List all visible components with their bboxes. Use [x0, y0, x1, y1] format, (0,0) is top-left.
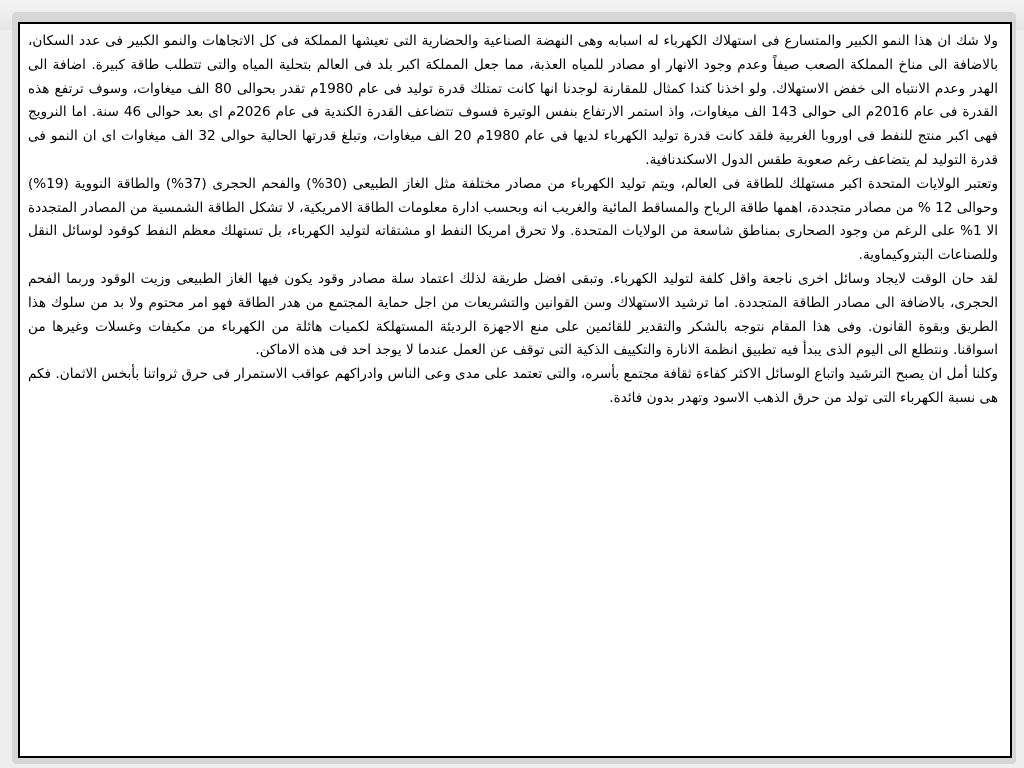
paragraph-1: ولا شك ان هذا النمو الكبير والمتسارع فى استهلاك الكهرباء له اسبابه وهى النهضة الصناعية والحضارية التى تعيشها المملكة فى كل الاتجاهات والنمو الكبير فى عدد السكان، بالاضافة الى مناخ المملكة الصعب صيفاً وعدم وجود الانهار او مصادر للمياه العذبة، مما جعل المملكة اكبر بلد فى العالم بتحلية المياه والتى تتطلب طاقة كبيرة. اضافة الى الهدر وعدم الانتباه الى خفض الاستهلاك. ولو اخذنا كندا كمثال للمقارنة لوجدنا انها كانت تمتلك قدرة توليد فى عام 1980م تقدر بحوالى 80 الف ميغاوات، وسوف ترتفع هذه القدرة فى عام 2016م الى حوالى 143 الف ميغاوات، واذ استمر الارتفاع بنفس الوتيرة فسوف تتضاعف القدرة الكندية فى عام 2026م اى بعد حوالى 46 سنة. اما النرويج فهى اكبر منتج للنفط فى اوروبا الغربية فلقد كانت قدرة توليد الكهرباء لديها فى عام 1980م 20 الف ميغاوات، وتبلغ قدرتها الحالية حوالى 32 الف ميغاوات اى ان النمو فى قدرة التوليد لم يتضاعف رغم صعوبة طقس الدول الاسكندنافية.: [28, 33, 998, 168]
body-text-frame: [28, 30, 998, 411]
slide: [18, 22, 1012, 758]
paragraph-4: وكلنا أمل ان يصبح الترشيد واتباع الوسائل الاكثر كفاءة ثقافة مجتمع بأسره، والتى تعتمد على مدى وعى الناس وادراكهم عواقب الاستمرار فى حرق ثرواتنا بأبخس الاثمان. فكم هى نسبة الكهرباء التى تولد من حرق الذهب الاسود وتهدر بدون فائدة.: [28, 366, 998, 406]
paragraph-3: لقد حان الوقت لايجاد وسائل اخرى ناجعة واقل كلفة لتوليد الكهرباء. وتبقى افضل طريقة لذلك اعتماد سلة مصادر وقود يكون فيها الغاز الطبيعى وزيت الوقود وربما الفحم الحجرى، بالاضافة الى مصادر الطاقة المتجددة. اما ترشيد الاستهلاك وسن القوانين والتشريعات من اجل حماية المجتمع من هدر الطاقة فهو امر محتوم ولا بد من سلوك هذا الطريق وبقوة القانون. وفى هذا المقام نتوجه بالشكر والتقدير للقائمين على منع الاجهزة الرديئة المستهلكة لكميات هائلة من الكهرباء من مكيفات وغسلات وغيرها من اسواقنا. ونتطلع الى اليوم الذى يبدأ فيه تطبيق انظمة الانارة والتكييف الذكية التى توقف عن العمل عندما لا يوجد احد فى هذه الاماكن.: [28, 270, 998, 359]
paragraph-2: وتعتبر الولايات المتحدة اكبر مستهلك للطاقة فى العالم، ويتم توليد الكهرباء من مصادر مختلفة مثل الغاز الطبيعى (30%) والفحم الحجرى (37%) والطاقة النووية (19%) وحوالى 12 % من مصادر متجددة، اهمها طاقة الرياح والمساقط المائية والغريب انه وبحسب ادارة معلومات الطاقة الامريكية، لا تشكل الطاقة الشمسية من المصادر المتجددة الا 1% على الرغم من وجود الصحارى بمناطق شاسعة من الولايات المتحدة. ولا تحرق امريكا النفط او مشتقاته لتوليد الكهرباء، بل تستهلك معظم النفط كوقود لوسائل النقل وللصناعات البتروكيماوية.: [28, 175, 999, 264]
